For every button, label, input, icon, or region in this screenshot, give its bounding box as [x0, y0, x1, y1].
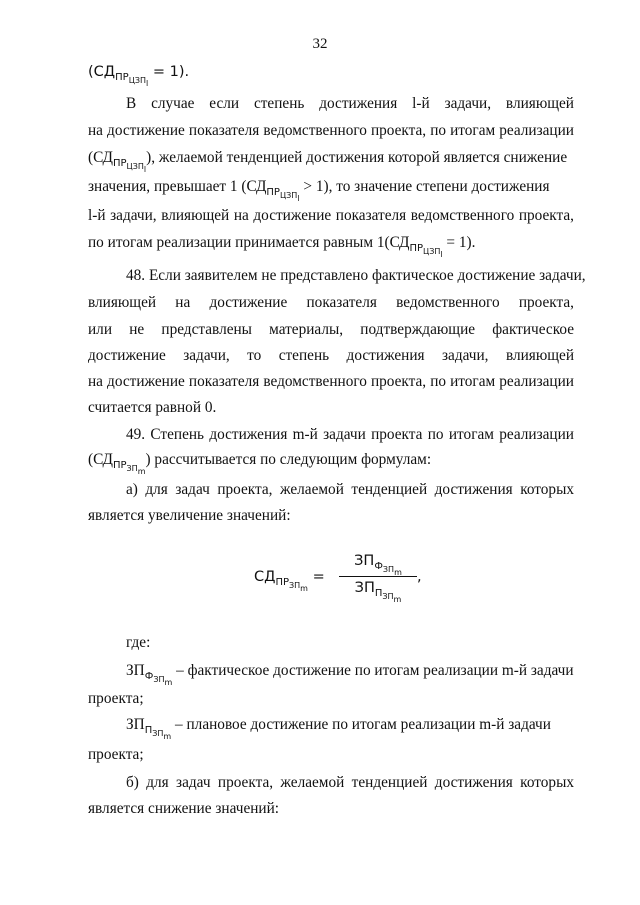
line-subsubsub: m	[164, 678, 173, 687]
text-line	[88, 233, 574, 259]
text-line: или не представлены материалы, подтверждающие фактическое	[88, 321, 574, 338]
text-line: 49. Степень достижения m-й задачи проекта по итогам реализации	[126, 426, 574, 443]
text-line	[88, 177, 574, 203]
formula-denominator: $ЗП_{П_{ЗП_m}}$	[354, 580, 402, 604]
text-line: на достижение показателя ведомственного проекта, по итогам реализации	[88, 373, 574, 390]
text-line: а) для задач проекта, желаемой тенденцией достижения которых	[126, 481, 574, 498]
line-subsubsub: m	[137, 467, 146, 476]
text-line: проекта;	[88, 690, 144, 707]
text-line: l-й задачи, влияющей на достижение показателя ведомственного проекта,	[88, 207, 574, 224]
line-sub: ПР	[409, 243, 424, 254]
line-subsub: ЗП	[126, 464, 138, 473]
line-prefix: по итогам реализации принимается равным 1(СД	[88, 234, 410, 251]
line-sub: ПР	[266, 187, 280, 198]
text-line: считается равной 0.	[88, 399, 217, 416]
text-line: В случае если степень достижения l-й задачи, влияющей	[126, 95, 574, 112]
text-line: где:	[126, 634, 151, 651]
line-subsub: ЗП	[153, 675, 165, 684]
line-sub: ПР	[115, 72, 129, 83]
line-prefix: (СД	[88, 64, 116, 80]
text-line: является снижение значений:	[88, 800, 280, 817]
line-suffix: > 1), то значение степени достижения	[299, 178, 550, 195]
text-line	[88, 450, 574, 476]
line-subsubsub: l	[146, 79, 149, 88]
line-subsub: ЦЗП	[128, 76, 147, 85]
formula-comma: ,	[417, 569, 422, 585]
line-prefix: (СД	[88, 451, 113, 468]
line-sub: ПР	[112, 460, 127, 471]
line-suffix: = 1).	[442, 234, 476, 251]
line-sub: ПР	[112, 158, 127, 169]
formula-fraction	[339, 553, 417, 604]
text-line	[126, 715, 574, 741]
line-prefix: ЗП	[126, 662, 145, 679]
text-line: б) для задач проекта, желаемой тенденцией достижения которых	[126, 774, 574, 791]
line-suffix: – плановое достижение по итогам реализации m-й задачи	[171, 716, 551, 733]
page-number: 32	[312, 36, 328, 52]
text-line: проекта;	[88, 746, 144, 763]
line-subsub: ЗП	[152, 729, 164, 738]
line-suffix: ) рассчитывается по следующим формулам:	[145, 451, 432, 468]
line-subsubsub: m	[163, 732, 172, 741]
line-suffix: ), желаемой тенденцией достижения которой является снижение	[146, 149, 568, 166]
line-subsubsub: l	[143, 165, 147, 174]
line-subsubsub: l	[440, 250, 443, 259]
line-subsub: ЦЗП	[279, 191, 298, 200]
line-prefix: значения, превышает 1 (СД	[88, 178, 267, 195]
formula-lhs: $СД_{ПР_{ЗП_m}}$ =	[254, 569, 325, 593]
line-prefix: ЗП	[126, 716, 145, 733]
text-line	[88, 62, 574, 88]
text-line: 48. Если заявителем не представлено фактическое достижение задачи,	[126, 267, 586, 284]
line-sub: Ф	[144, 671, 154, 682]
text-line	[126, 661, 574, 687]
line-sub: П	[144, 725, 153, 736]
line-suffix: = 1).	[148, 64, 190, 80]
text-line: на достижение показателя ведомственного проекта, по итогам реализации	[88, 122, 574, 139]
line-prefix: (СД	[88, 149, 113, 166]
line-subsub: ЦЗП	[423, 247, 441, 256]
text-line: является увеличение значений:	[88, 507, 291, 524]
text-line	[88, 148, 574, 174]
line-subsubsub: l	[297, 194, 300, 203]
text-line: достижение задачи, то степень достижения задачи, влияющей	[88, 347, 574, 364]
formula-cd-pr-zp	[254, 553, 454, 603]
text-line: влияющей на достижение показателя ведомственного проекта,	[88, 294, 574, 311]
line-suffix: – фактическое достижение по итогам реализации m-й задачи	[172, 662, 574, 679]
formula-numerator: $ЗП_{Ф_{ЗП_m}}$	[339, 553, 417, 577]
line-subsub: ЦЗП	[126, 162, 144, 171]
